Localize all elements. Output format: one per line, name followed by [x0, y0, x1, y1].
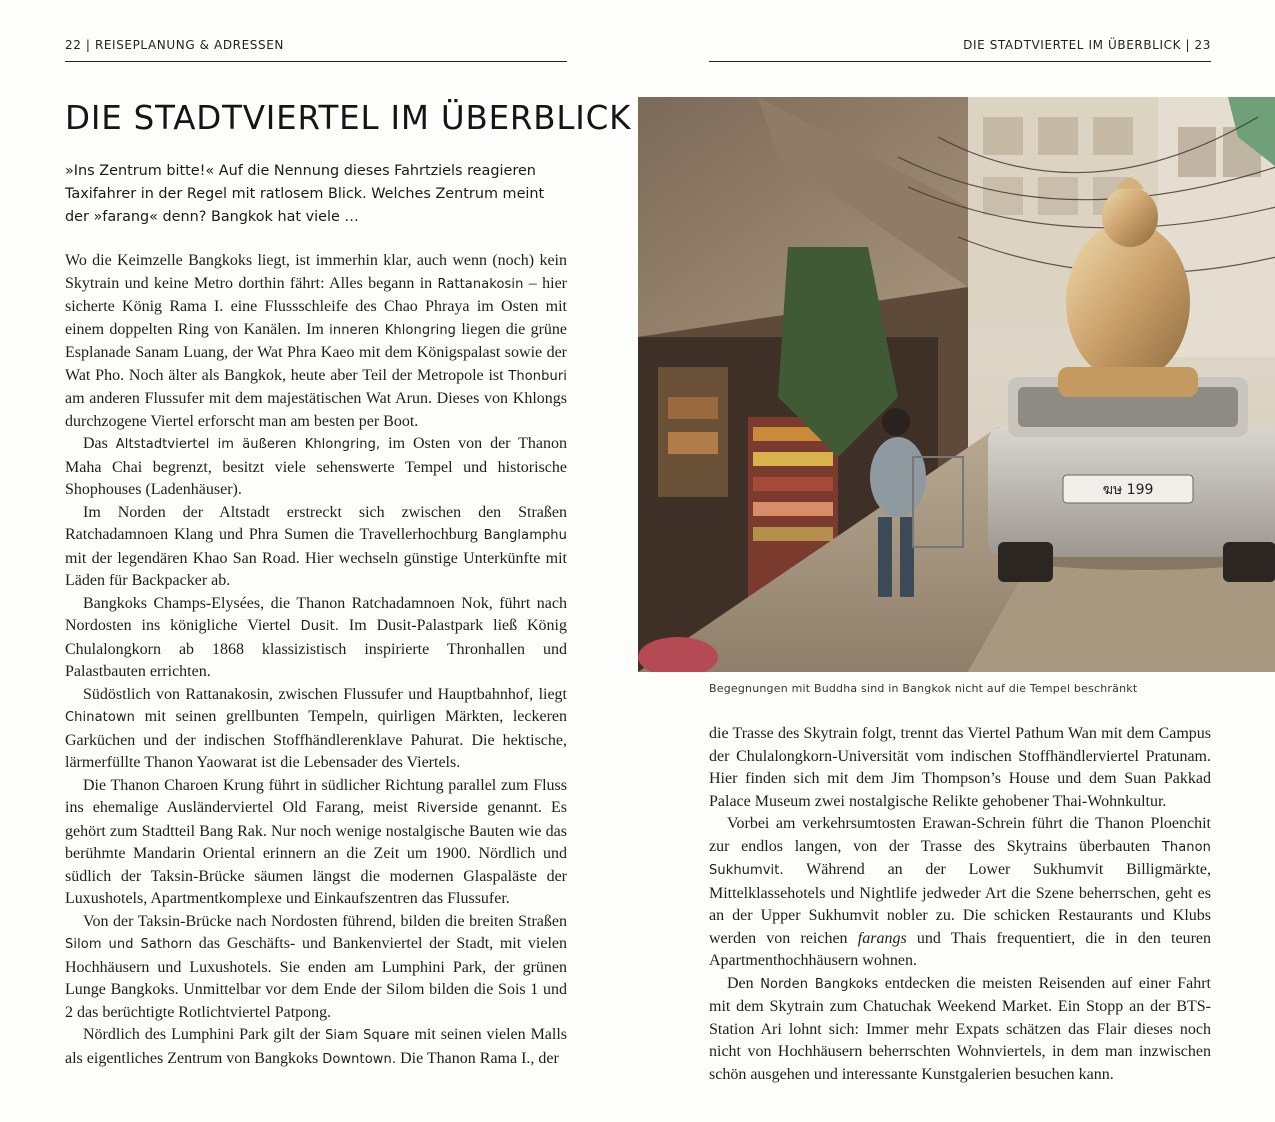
text-run: und Thais frequentiert, die in den teuren Apartmenthochhäusern wohnen. [709, 929, 1212, 969]
text-run: – hier sicherte König Rama I. eine Flussschleife des Chao Phraya im Osten mit einem doppelten Ring von Kanälen. Im [65, 274, 568, 338]
running-head-right: DIE STADTVIERTEL IM ÜBERBLICK | 23 [709, 38, 1211, 62]
district-keyword: Altstadtviertel im äußeren Khlongring, [115, 437, 381, 452]
paragraph [709, 973, 1211, 1087]
body-text-left [65, 250, 567, 1071]
district-keyword: Riverside [416, 801, 479, 816]
text-run: Bangkoks Champs-Elysées, die Thanon Ratchadamnoen Nok, führt nach Nordosten ins königliche Viertel [65, 594, 567, 634]
district-keyword: Thonburi [508, 368, 567, 384]
text-run: Wo die Keimzelle Bangkoks liegt, ist immerhin klar, auch wenn (noch) kein Skytrain und keine Metro dorthin fährt: Alles begann in [65, 252, 567, 292]
text-run: Die Thanon Rama I., der [396, 1049, 559, 1067]
body-text-right [709, 723, 1211, 1086]
street-photo [638, 97, 1275, 672]
text-run: Im Dusit-Palastpark ließ König Chulalongkorn ab 1868 klassizistisch inspirierte Thronhallen und Palastbauten errichten. [65, 617, 567, 680]
paragraph [65, 250, 567, 433]
paragraph [65, 911, 567, 1025]
text-run: genannt. Es gehört zum Stadtteil Bang Rak. Nur noch wenige nostalgische Bauten wie das berühmte Mandarin Oriental erinnern an die Zeit um 1900. Nördlich und südlich der Taksin-Brücke säumen längst die modernen Glaspaläste der Luxushotels, Apartmentkomplexe und Einkaufszentren das Flussufer. [65, 799, 567, 907]
text-run: entdecken die meisten Reisenden auf einer Fahrt mit dem Skytrain zum Chatuchak Weekend Market. Ein Stopp an der BTS-Station Ari lohnt sich: Immer mehr Expats schätzen das Flair dieses noch nicht von Hochhäusern beherrschten Wohnviertels, in dem man inzwischen schön ausgehen und interessante Kunstgalerien besuchen kann. [709, 974, 1211, 1083]
district-keyword: Banglamphu [483, 528, 567, 543]
district-keyword: inneren Khlongring [329, 322, 457, 338]
district-keyword: Siam Square [325, 1028, 410, 1043]
text-run: im Osten von der Thanon Maha Chai begrenzt, besitzt viele sehenswerte Tempel und historische Shophouses (Ladenhäuser). [65, 435, 567, 498]
paragraph [65, 593, 567, 684]
text-run: die Trasse des Skytrain folgt, trennt das Viertel Pathum Wan mit dem Campus der Chulalongkorn-Universität vom indischen Stoffhändlerviertel Pratunam. Hier finden sich mit dem Jim Thompson’s House und dem Suan Pakkad Palace Museum zwei nostalgische Relikte gehobener Thai-Wohnkultur. [709, 725, 1211, 810]
right-page [637, 0, 1275, 1122]
district-keyword: Chinatown [65, 710, 135, 725]
district-keyword: Dusit. [300, 619, 340, 634]
text-run: mit der legendären Khao San Road. Hier wechseln günstige Unterkünfte mit Läden für Backpacker ab. [65, 549, 567, 589]
district-keyword: Downtown. [322, 1051, 397, 1067]
photo-caption: Begegnungen mit Buddha sind in Bangkok nicht auf die Tempel beschränkt [709, 682, 1138, 695]
paragraph [65, 502, 567, 593]
text-run: mit seinen vielen Malls als eigentliches Zentrum von Bangkoks [65, 1026, 568, 1067]
paragraph [65, 1024, 567, 1071]
district-keyword: Thanon Sukhumvit. [709, 839, 1211, 878]
paragraph [709, 723, 1211, 813]
text-run: am anderen Flussufer mit dem majestätischen Wat Arun. Dieses von Khlongs durchzogene Viertel erforscht man am besten per Boot. [65, 390, 567, 430]
text-run: Im Norden der Altstadt erstreckt sich zwischen den Straßen Ratchadamnoen Klang und Phra Sumen die Travellerhochburg [65, 503, 567, 543]
paragraph [65, 775, 567, 911]
text-run: Vorbei am verkehrsumtosten Erawan-Schrein führt die Thanon Ploenchit zur endlos langen, von der Trasse des Skytrains überbauten [709, 815, 1211, 855]
lead-paragraph: »Ins Zentrum bitte!« Auf die Nennung dieses Fahrtziels reagieren Taxifahrer in der Regel mit ratlosem Blick. Welches Zentrum meint der »farang« denn? Bangkok hat viele … [65, 163, 545, 225]
district-keyword: Rattanakosin [437, 276, 524, 292]
text-run: Südöstlich von Rattanakosin, zwischen Flussufer und Hauptbahnhof, liegt [83, 685, 567, 703]
text-run: Die Thanon Charoen Krung führt in südlicher Richtung parallel zum Fluss ins ehemalige Ausländerviertel Old Farang, meist [65, 776, 567, 816]
paragraph [65, 684, 567, 775]
text-run: mit seinen grellbunten Tempeln, quirligen Märkten, leckeren Garküchen und der indischen Stoffhändlerenklave Pahurat. Die hektische, lärmerfüllte Thanon Yaowarat ist die Lebensader des Viertels. [65, 708, 567, 771]
text-run: Das [83, 435, 116, 452]
paragraph [65, 433, 567, 502]
text-run: das Geschäfts- und Bankenviertel der Stadt, mit vielen Hochhäusern und Luxushotels. Sie enden am Lumphini Park, der grünen Lunge Bangkoks. Unmittelbar vor dem Ende der Silom bilden die Sois 1 und 2 das berüchtigte Rotlichtviertel Patpong. [65, 935, 567, 1021]
district-keyword: Norden Bangkoks [760, 976, 879, 992]
paragraph [709, 813, 1211, 973]
italic-term: farangs [857, 929, 907, 947]
running-head-left: 22 | REISEPLANUNG & ADRESSEN [65, 38, 567, 62]
chapter-title: DIE STADTVIERTEL IM ÜBERBLICK [65, 99, 632, 137]
text-run: Nördlich des Lumphini Park gilt der [83, 1026, 326, 1043]
license-plate-text: ฆษ 199 [1102, 482, 1154, 498]
left-page [0, 0, 637, 1122]
district-keyword: Silom und Sathorn [65, 937, 193, 952]
text-run: Von der Taksin-Brücke nach Nordosten führend, bilden die breiten Straßen [83, 912, 567, 930]
text-run: Während an der Lower Sukhumvit Billigmärkte, Mittelklassehotels und Nightlife jedweder Art die Szene beherrschen, geht es an der Upper Sukhumvit nobler zu. Die schicken Restaurants und Klubs werden von reichen [709, 861, 1211, 947]
text-run: Den [727, 974, 761, 992]
text-run: liegen die grüne Esplanade Sanam Luang, der Wat Phra Kaeo mit dem Königspalast sowie der Wat Pho. Noch älter als Bangkok, heute aber Teil der Metropole ist [65, 320, 567, 384]
